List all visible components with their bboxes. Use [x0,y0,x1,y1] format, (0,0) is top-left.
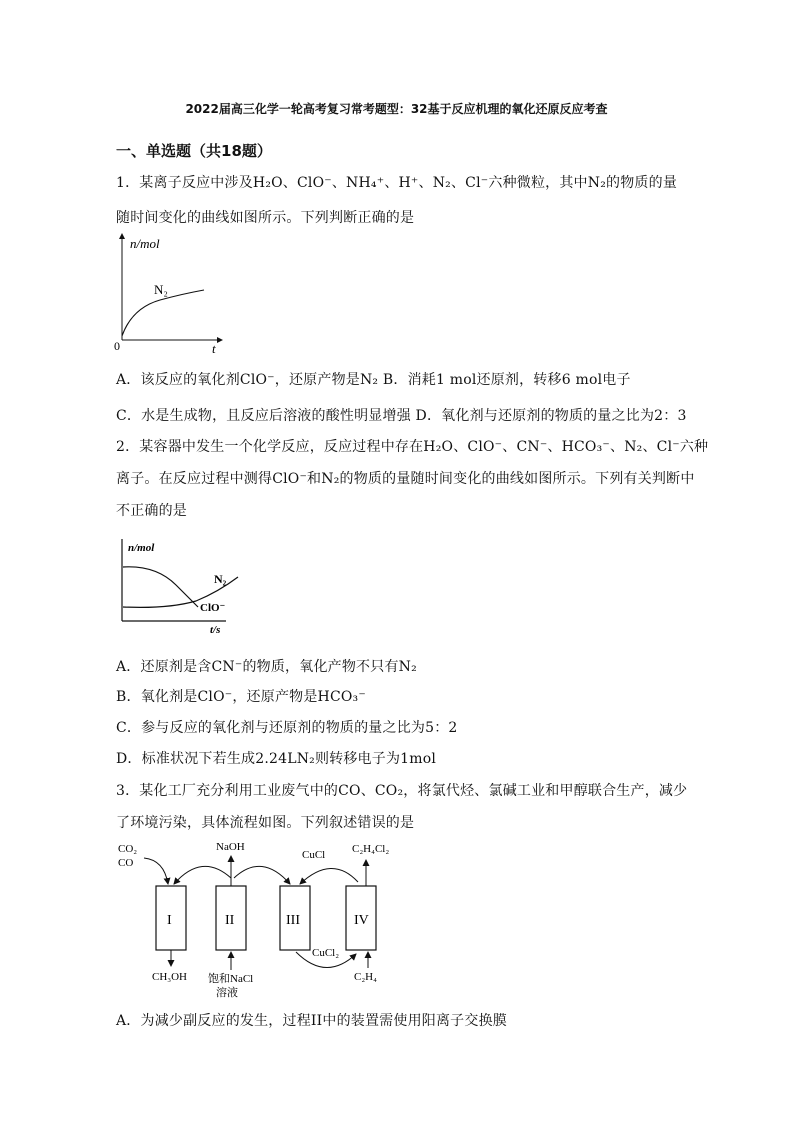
q2-option-b: B．氧化剂是ClO⁻，还原产物是HCO₃⁻ [116,689,366,705]
q3-option-a: A．为减少副反应的发生，过程II中的装置需使用阳离子交换膜 [116,1013,507,1029]
q2-option-c: C．参与反应的氧化剂与还原剂的物质的量之比为5：2 [116,720,458,736]
q1-options-cd: C．水是生成物，且反应后溶液的酸性明显增强 D．氧化剂与还原剂的物质的量之比为2：3 [116,408,687,424]
document-title: 2022届高三化学一轮高考复习常考题型：32基于反应机理的氧化还原反应考查 [185,102,608,116]
q1-curve-label: N₂ [154,282,168,297]
q2-stem-line1: 2．某容器中发生一个化学反应，反应过程中存在H₂O、ClO⁻、CN⁻、HCO₃⁻、N₂、Cl⁻六种 [116,439,709,455]
q2-stem-line2: 离子。在反应过程中测得ClO⁻和N₂的物质的量随时间变化的曲线如图所示。下列有关判断中 [116,471,695,487]
q3-output-naoh: NaOH [216,841,245,853]
q3-stem-line2: 了环境污染，具体流程如图。下列叙述错误的是 [116,815,415,831]
q2-option-d: D．标准状况下若生成2.24LN₂则转移电子为1mol [116,751,437,767]
q2-clo-label: ClO⁻ [200,602,226,614]
q2-stem-line3: 不正确的是 [116,503,187,519]
q2-graph [118,537,248,637]
q3-stem-line1: 3．某化工厂充分利用工业废气中的CO、CO₂，将氯代烃、氯碱工业和甲醇联合生产，减少 [116,783,688,799]
q3-input-c2h4: C₂H₄ [354,971,377,983]
q3-arrow-2-to-3 [234,866,290,884]
q3-label-cucl: CuCl [302,849,326,861]
q3-input-nacl-2: 溶液 [216,987,238,999]
q3-output-ch3oh: CH₃OH [152,971,188,983]
q2-x-label: t/s [210,624,221,636]
q3-input-co: CO [118,857,134,869]
q1-origin-label: 0 [114,339,120,353]
q2-y-label: n/mol [128,542,155,554]
q1-y-label: n/mol [130,236,160,251]
q1-graph [112,232,232,357]
q3-flow-diagram [112,838,402,1003]
q3-output-c2h4cl2: C₂H₄Cl₂ [352,843,390,855]
q1-stem-line2: 随时间变化的曲线如图所示。下列判断正确的是 [116,210,415,226]
q2-n2-label: N₂ [214,572,227,586]
q3-arrow-co-in [144,858,168,884]
q2-option-a: A．还原剂是含CN⁻的物质，氧化产物不只有N₂ [116,659,417,675]
q3-box-3-label: III [286,913,300,928]
q3-input-co2: CO₂ [118,843,138,855]
q2-clo-curve [123,567,198,607]
q3-box-2-label: II [225,913,235,928]
q3-arrow-cucl [300,868,358,884]
q1-options-ab: A．该反应的氧化剂ClO⁻，还原产物是N₂ B．消耗1 mol还原剂，转移6 mol电子 [116,372,631,388]
section-heading: 一、单选题（共18题） [116,142,272,160]
q3-arrow-2-to-1 [174,866,231,884]
q3-box-1-label: I [167,913,172,928]
q1-stem-line1: 1．某离子反应中涉及H₂O、ClO⁻、NH₄⁺、H⁺、N₂、Cl⁻六种微粒，其中N₂的物质的量 [116,175,678,191]
q1-x-label: t [212,341,216,356]
q3-input-nacl-1: 饱和NaCl [208,973,254,985]
q3-label-cucl2: CuCl₂ [312,947,340,959]
q3-box-4-label: IV [354,913,369,928]
